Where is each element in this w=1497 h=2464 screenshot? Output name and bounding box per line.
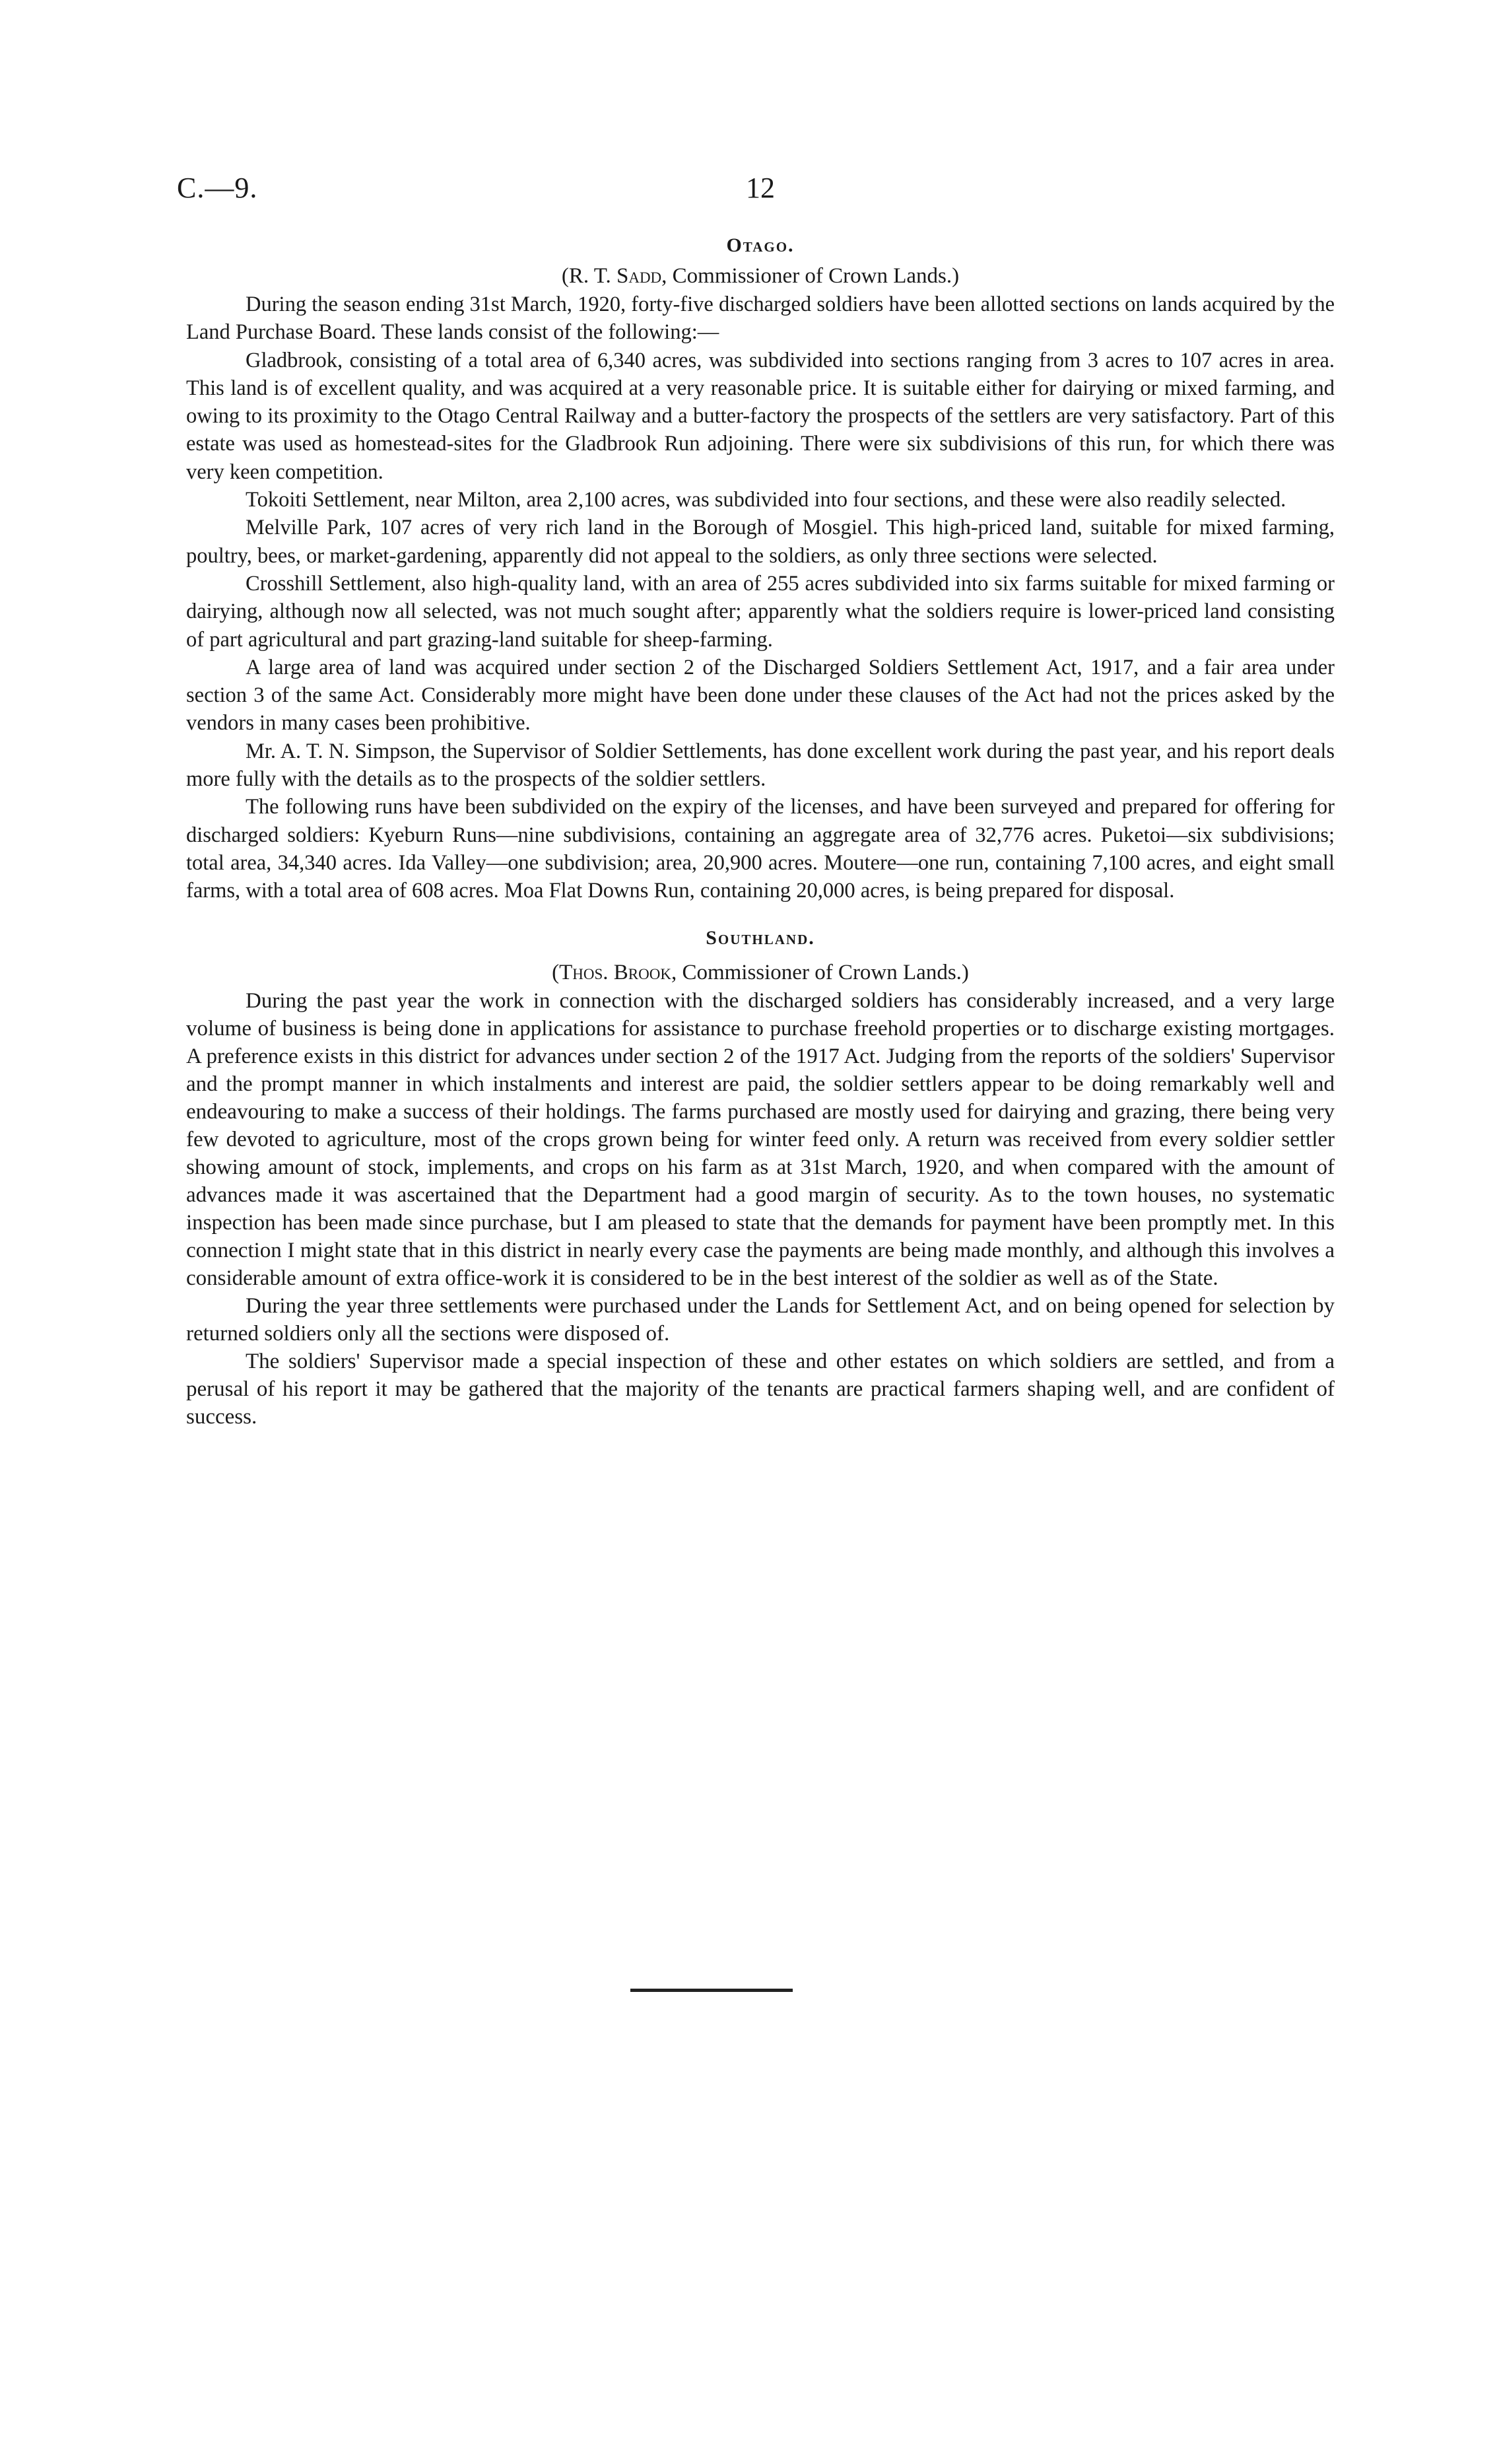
- section-otago: [186, 231, 1335, 905]
- commissioner-line-southland: (Thos. Brook, Commissioner of Crown Lands.): [552, 960, 969, 984]
- paragraph: During the past year the work in connection with the discharged soldiers has considerably increased, and a very large volume of business is being done in applications for assistance to purchase freehold properties or to discharge existing mortgages. A preference exists in this district for advances under section 2 of the 1917 Act. Judging from the reports of the soldiers' Supervisor and the prompt manner in which instalments and interest are paid, the soldier settlers appear to be doing remarkably well and endeavouring to make a success of their holdings. The farms purchased are mostly used for dairying and grazing, there being very few devoted to agriculture, most of the crops grown being for winter feed only. A return was received from every soldier settler showing amount of stock, implements, and crops on his farm as at 31st March, 1920, and when compared with the amount of advances made it was ascertained that the Department had a good margin of security. As to the town houses, no systematic inspection has been made since purchase, but I am pleased to state that the demands for payment have been promptly met. In this connection I might state that in this district in nearly every case the payments are being made monthly, and although this involves a considerable amount of extra office-work it is considered to be in the best interest of the soldier as well as of the State.: [186, 988, 1335, 1290]
- commissioner-name: R. T. Sadd: [568, 264, 662, 288]
- paragraph: A large area of land was acquired under section 2 of the Discharged Soldiers Settlement Act, 1917, and a fair area under section 3 of the same Act. Considerably more might have been done under these clauses of the Act had not the prices asked by the vendors in many cases been prohibitive.: [186, 655, 1335, 736]
- paragraph: Melville Park, 107 acres of very rich land in the Borough of Mosgiel. This high-priced land, suitable for mixed farming, poultry, bees, or market-gardening, apparently did not appeal to the soldiers, as only three sections were selected.: [186, 516, 1335, 568]
- section-southland: [186, 924, 1335, 1431]
- paragraph: Mr. A. T. N. Simpson, the Supervisor of Soldier Settlements, has done excellent work during the past year, and his report deals more fully with the details as to the prospects of the soldier settlers.: [186, 739, 1335, 792]
- commissioner-line-otago: (R. T. Sadd, Commissioner of Crown Lands.): [561, 264, 960, 288]
- paragraph: During the year three settlements were purchased under the Lands for Settlement Act, and on being opened for selection by returned soldiers only all the sections were disposed of.: [186, 1293, 1335, 1346]
- paragraph: The soldiers' Supervisor made a special inspection of these and other estates on which soldiers are settled, and from a perusal of his report it may be gathered that the majority of the tenants are practical farmers shaping well, and are confident of success.: [186, 1349, 1335, 1429]
- paragraph: Gladbrook, consisting of a total area of 6,340 acres, was subdivided into sections ranging from 3 acres to 107 acres in area. This land is of excellent quality, and was acquired at a very reasonable price. It is suitable either for dairying or mixed farming, and owing to its proximity to the Otago Central Railway and a butter-factory the prospects of the settlers are very satisfactory. Part of this estate was used as homestead-sites for the Gladbrook Run adjoining. There were six subdivisions of this run, for which there was very keen competition.: [186, 348, 1335, 484]
- paragraph: Tokoiti Settlement, near Milton, area 2,100 acres, was subdivided into four sections, and these were also readily selected.: [246, 488, 1286, 512]
- page-number: 12: [746, 172, 775, 204]
- page-header: [0, 168, 1497, 208]
- paragraph: The following runs have been subdivided on the expiry of the licenses, and have been surveyed and prepared for offering for discharged soldiers: Kyeburn Runs—nine subdivisions, containing an aggregate area of 32,776 acres. Puketoi—six subdivisions; total area, 34,340 acres. Ida Valley—one subdivision; area, 20,900 acres. Moutere—one run, containing 7,100 acres, and eight small farms, with a total area of 608 acres. Moa Flat Downs Run, containing 20,000 acres, is being prepared for disposal.: [186, 795, 1335, 903]
- document-reference: C.—9.: [177, 172, 258, 204]
- end-rule-divider: [630, 1989, 793, 1992]
- commissioner-name: Thos. Brook: [559, 960, 671, 984]
- section-heading-otago: Otago.: [726, 234, 795, 256]
- section-heading-southland: Southland.: [706, 926, 815, 949]
- page-content: [186, 231, 1335, 1431]
- paragraph: Crosshill Settlement, also high-quality land, with an area of 255 acres subdivided into six farms suitable for mixed farming or dairying, although now all selected, was not much sought after; apparently what the soldiers require is lower-priced land consisting of part agricultural and part grazing-land suitable for sheep-farming.: [186, 571, 1335, 652]
- paragraph: During the season ending 31st March, 1920, forty-five discharged soldiers have been allotted sections on lands acquired by the Land Purchase Board. These lands consist of the following:—: [186, 292, 1335, 345]
